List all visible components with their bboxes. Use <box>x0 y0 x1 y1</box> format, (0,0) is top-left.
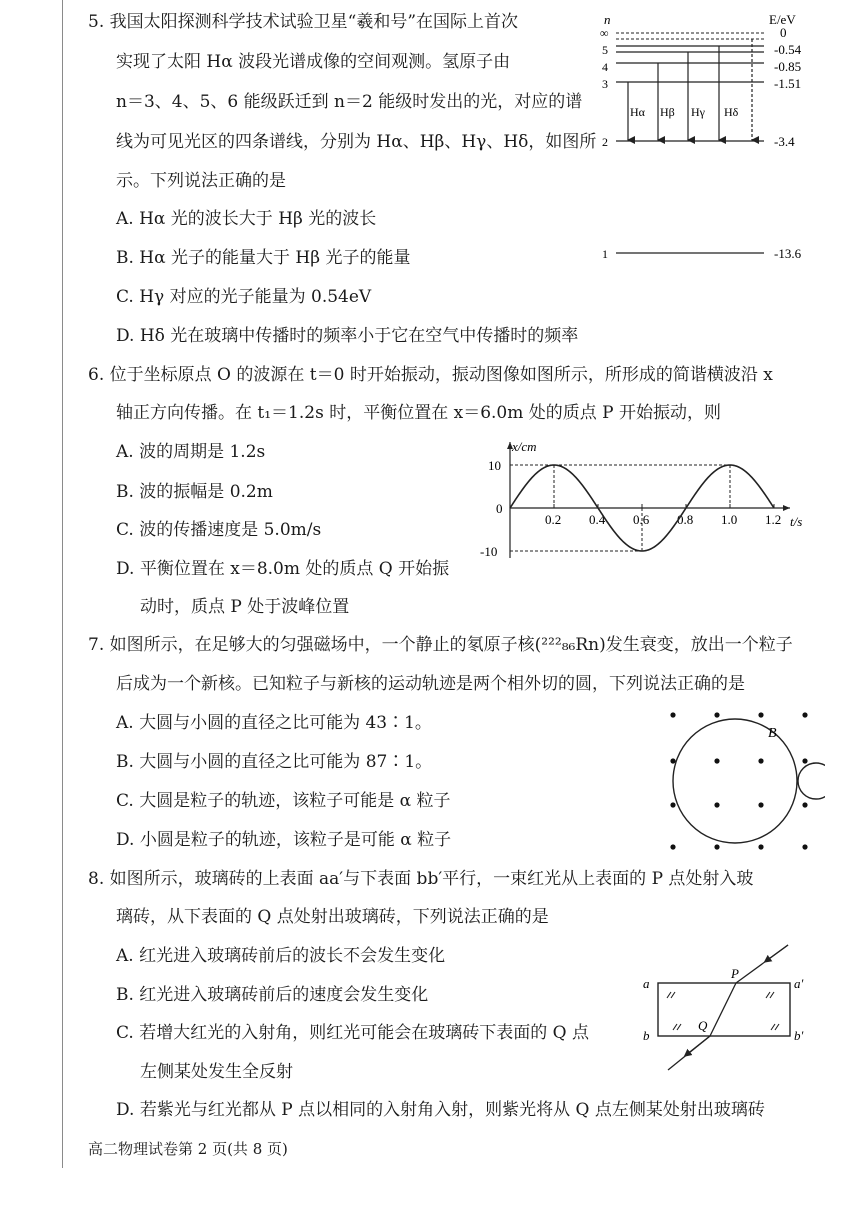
field-dot <box>714 844 719 849</box>
q7-option-c: C. 大圆是粒子的轨迹，该粒子可能是 α 粒子 <box>116 791 451 811</box>
field-dot <box>802 844 807 849</box>
svg-text:4: 4 <box>602 60 608 74</box>
svg-text:-1.51: -1.51 <box>774 76 802 91</box>
field-dot <box>758 802 763 807</box>
q8-option-a: A. 红光进入玻璃砖前后的波长不会发生变化 <box>116 946 446 966</box>
field-dot <box>802 712 807 717</box>
field-dot <box>670 844 675 849</box>
field-dot <box>670 802 675 807</box>
svg-text:-13.6: -13.6 <box>774 246 802 261</box>
svg-text:P: P <box>731 966 739 981</box>
q6-option-d: D. 平衡位置在 x＝8.0m 处的质点 Q 开始振 <box>116 559 450 579</box>
q7-option-b: B. 大圆与小圆的直径之比可能为 87∶1。 <box>116 752 433 772</box>
level-inf <box>600 25 787 40</box>
svg-text:-0.54: -0.54 <box>774 42 802 57</box>
x-axis-label: t/s <box>790 514 803 529</box>
field-dot <box>714 712 719 717</box>
x-tick-label: 0.6 <box>633 512 650 527</box>
q5-line-4: 线为可见光区的四条谱线，分别为 Hα、Hβ、Hγ、Hδ，如图所 <box>116 132 597 152</box>
x-tick-label: 0.4 <box>589 512 606 527</box>
q6-option-a: A. 波的周期是 1.2s <box>116 442 266 462</box>
q8-line-1: 8. 如图所示，玻璃砖的上表面 aa′与下表面 bb′平行，一束红光从上表面的 P 点处射入玻 <box>88 869 754 889</box>
large-circle-track <box>673 719 797 843</box>
level-2 <box>602 134 795 149</box>
q5-line-3: n＝3、4、5、6 能级跃迁到 n＝2 能级时发出的光，对应的谱 <box>116 92 583 112</box>
field-dot <box>802 758 807 763</box>
q5-option-d: D. Hδ 光在玻璃中传播时的频率小于它在空气中传播时的频率 <box>116 326 579 346</box>
label-halpha: Hα <box>630 105 645 119</box>
field-dot <box>714 802 719 807</box>
level-4 <box>602 59 801 74</box>
x-tick-label: 1.2 <box>765 512 782 527</box>
y-axis-label: x/cm <box>512 439 537 454</box>
field-dot <box>670 712 675 717</box>
glass-brick-diagram <box>638 940 818 1080</box>
q8-option-d: D. 若紫光与红光都从 P 点以相同的入射角入射，则紫光将从 Q 点左侧某处射出玻璃砖 <box>116 1100 765 1120</box>
q7-line-1: 7. 如图所示，在足够大的匀强磁场中，一个静止的氡原子核(²²²₈₆Rn)发生衰变，放出一个粒子 <box>88 635 793 655</box>
q8-option-b: B. 红光进入玻璃砖前后的速度会发生变化 <box>116 985 429 1005</box>
magnetic-field-diagram <box>655 705 825 855</box>
q5-line-2: 实现了太阳 Hα 波段光谱成像的空间观测。氢原子由 <box>116 52 511 72</box>
field-label-b: B <box>768 726 777 741</box>
x-tick-label: 0.8 <box>677 512 694 527</box>
field-dot <box>758 844 763 849</box>
q7-line-2: 后成为一个新核。已知粒子与新核的运动轨迹是两个相外切的圆，下列说法正确的是 <box>116 674 745 694</box>
svg-text:3: 3 <box>602 77 608 91</box>
level-1 <box>602 246 802 261</box>
q5-option-b: B. Hα 光子的能量大于 Hβ 光子的能量 <box>116 248 411 268</box>
field-dot <box>802 802 807 807</box>
svg-text:∞: ∞ <box>600 26 609 40</box>
q6-option-d-cont: 动时，质点 P 处于波峰位置 <box>140 597 350 617</box>
q8-option-c-cont: 左侧某处发生全反射 <box>140 1062 293 1082</box>
svg-text:Q: Q <box>698 1018 708 1033</box>
svg-text:b: b <box>643 1028 650 1043</box>
q5-line-1: 5. 我国太阳探测科学技术试验卫星“羲和号”在国际上首次 <box>88 12 519 32</box>
svg-text:5: 5 <box>602 43 608 57</box>
svg-text:a: a <box>643 976 650 991</box>
q8-option-c: C. 若增大红光的入射角，则红光可能会在玻璃砖下表面的 Q 点 <box>116 1023 589 1043</box>
svg-text:b′: b′ <box>794 1028 804 1043</box>
svg-text:-3.4: -3.4 <box>774 134 795 149</box>
page-footer: 高二物理试卷第 2 页(共 8 页) <box>88 1140 288 1158</box>
refracted-ray <box>710 983 736 1036</box>
q6-line-2: 轴正方向传播。在 t₁＝1.2s 时，平衡位置在 x＝6.0m 处的质点 P 开始振动，则 <box>116 403 722 423</box>
field-dot <box>758 758 763 763</box>
n-axis-label: n <box>604 12 611 27</box>
q8-line-2: 璃砖，从下表面的 Q 点处射出玻璃砖，下列说法正确的是 <box>116 907 549 927</box>
label-hgamma: Hγ <box>691 105 705 119</box>
vibration-chart <box>470 436 820 566</box>
y-tick-label: -10 <box>480 544 498 559</box>
q5-option-a: A. Hα 光的波长大于 Hβ 光的波长 <box>116 209 377 229</box>
x-tick-label: 1.0 <box>721 512 738 527</box>
q6-option-b: B. 波的振幅是 0.2m <box>116 482 273 502</box>
field-dot <box>758 712 763 717</box>
margin-line <box>62 0 63 1168</box>
emergent-ray-arrow <box>686 1036 710 1055</box>
label-hdelta: Hδ <box>724 105 739 119</box>
field-dot <box>670 758 675 763</box>
q7-option-d: D. 小圆是粒子的轨迹，该粒子是可能 α 粒子 <box>116 830 452 850</box>
label-hbeta: Hβ <box>660 105 675 119</box>
e-axis-label: E/eV <box>769 12 796 27</box>
svg-text:2: 2 <box>602 135 608 149</box>
level-5 <box>602 42 802 57</box>
x-axis-arrow <box>783 505 790 511</box>
svg-text:a′: a′ <box>794 976 804 991</box>
glass-hatch-marks <box>667 992 779 1030</box>
level-3 <box>602 76 801 91</box>
q6-option-c: C. 波的传播速度是 5.0m/s <box>116 520 322 540</box>
q6-line-1: 6. 位于坐标原点 O 的波源在 t＝0 时开始振动，振动图像如图所示，所形成的简谐横波沿 x <box>88 365 773 385</box>
svg-text:1: 1 <box>602 247 608 261</box>
q5-line-5: 示。下列说法正确的是 <box>116 171 286 191</box>
svg-text:0: 0 <box>780 25 787 40</box>
incident-ray-arrow <box>766 945 788 961</box>
x-tick-label: 0.2 <box>545 512 562 527</box>
y-tick-label: 10 <box>488 458 501 473</box>
svg-text:-0.85: -0.85 <box>774 59 802 74</box>
energy-level-diagram <box>594 8 824 268</box>
q5-option-c: C. Hγ 对应的光子能量为 0.54eV <box>116 287 372 307</box>
q7-option-a: A. 大圆与小圆的直径之比可能为 43∶1。 <box>116 713 432 733</box>
y-tick-label: 0 <box>496 501 503 516</box>
field-dot <box>714 758 719 763</box>
small-circle-track <box>798 763 825 799</box>
